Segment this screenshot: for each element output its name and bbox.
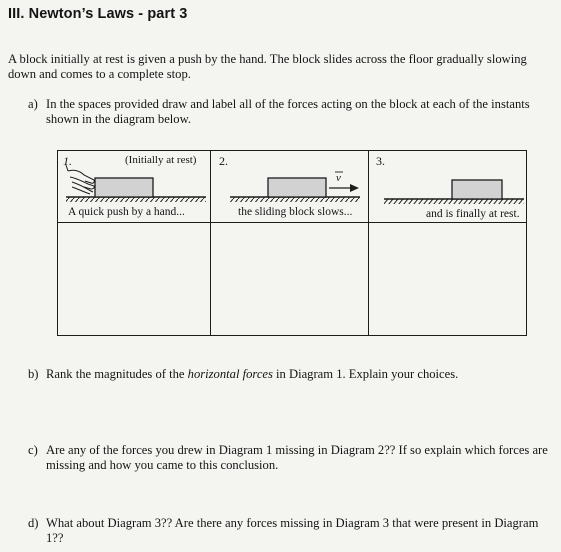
panel-2-caption: the sliding block slows... [238, 206, 353, 218]
panel-3-floor [384, 199, 524, 204]
question-c-text: Are any of the forces you drew in Diagram 1 missing in Diagram 2?? If so explain which forces are missing and how you came to this conclusion. [46, 443, 548, 472]
panel-3-block [452, 180, 502, 199]
panel-1-block [95, 178, 153, 197]
panel-2-block [268, 178, 326, 197]
question-b-text: Rank the magnitudes of the horizontal forces in Diagram 1. Explain your choices. [46, 367, 459, 381]
question-a [28, 97, 553, 127]
panel-1-initial-label: (Initially at rest) [125, 154, 197, 166]
hand-icon [66, 165, 94, 194]
question-c [28, 443, 553, 473]
diagram-drawings [58, 151, 528, 337]
question-d [28, 516, 553, 546]
panel-3-number: 3. [376, 154, 385, 168]
panel-1-floor [66, 197, 206, 202]
question-b-emphasis: horizontal forces [187, 367, 273, 381]
question-a-text: In the spaces provided draw and label all of the forces acting on the block at each of the instants shown in the diagram below. [46, 97, 530, 126]
question-d-letter: d) [28, 516, 39, 530]
panel-2-floor [230, 197, 360, 202]
panel-1-number: 1. [63, 154, 72, 168]
panel-1-caption: A quick push by a hand... [68, 206, 185, 218]
question-b [28, 367, 553, 382]
panel-3-caption: and is finally at rest. [426, 208, 520, 220]
question-d-text: What about Diagram 3?? Are there any forces missing in Diagram 3 that were present in Diagram 1?? [46, 516, 539, 545]
force-diagram-table [57, 150, 527, 336]
question-a-letter: a) [28, 97, 38, 111]
question-c-letter: c) [28, 443, 38, 457]
panel-2-number: 2. [219, 154, 228, 168]
intro-paragraph: A block initially at rest is given a push by the hand. The block slides across the floor gradually slowing down and comes to a complete stop. [8, 52, 527, 81]
velocity-arrow-icon [329, 184, 359, 192]
velocity-label: v [336, 172, 341, 184]
question-b-letter: b) [28, 367, 39, 381]
section-heading: III. Newton’s Laws - part 3 [8, 6, 188, 22]
